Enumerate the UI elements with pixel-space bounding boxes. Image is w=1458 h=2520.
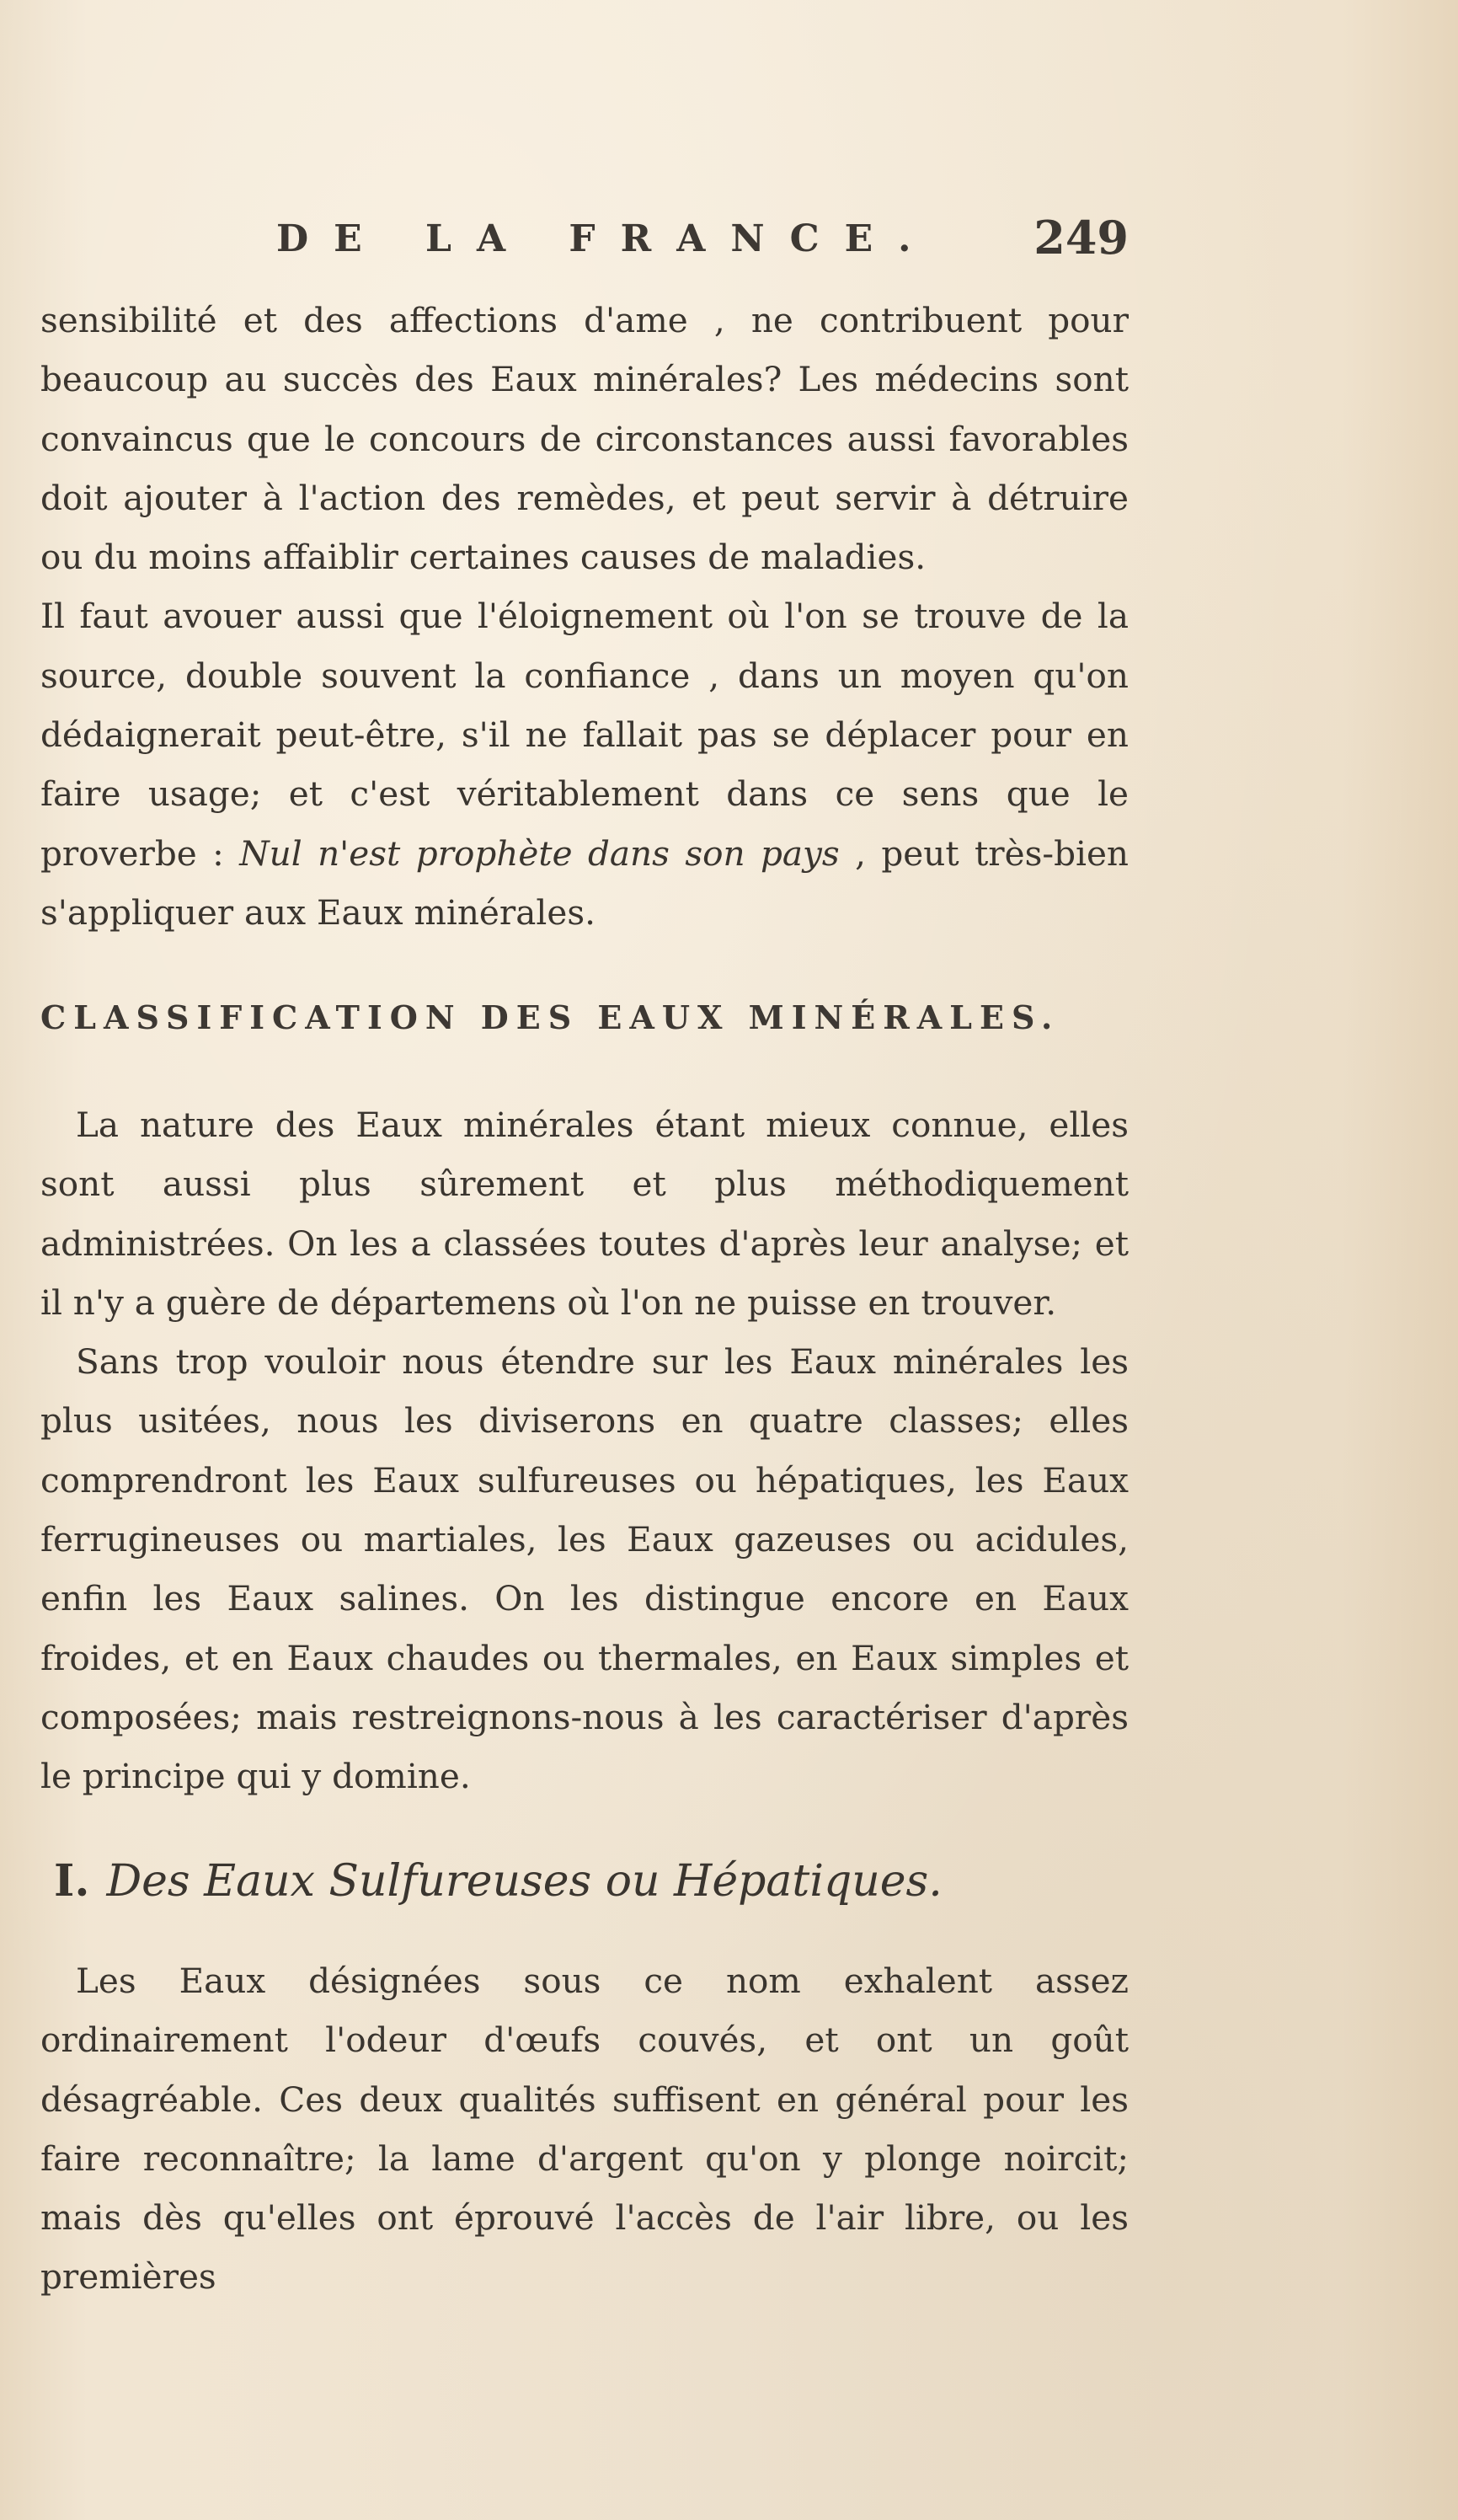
running-title: DE LA FRANCE.: [276, 217, 937, 260]
text-block-top: [40, 291, 1129, 942]
proverb-quote: Nul n'est prophète dans son pays: [239, 832, 840, 874]
paragraph-classes: Sans trop vouloir nous étendre sur les Eaux minérales les plus usitées, nous les diviserons en quatre classes; elles comprendront les Eaux sulfureuses ou hépatiques, les Eaux ferrugineuses ou martiales, les Eaux gazeuses ou acidules, enfin les Eaux salines. On les distingue encore en Eaux froides, et en Eaux chaudes ou thermales, en Eaux simples et composées; mais restreignons-nous à les caractériser d'après le principe qui y domine.: [40, 1341, 1129, 1797]
subsection-number: I.: [54, 1855, 90, 1907]
paragraph-proverb: [40, 586, 1129, 942]
section-heading: CLASSIFICATION DES EAUX MINÉRALES.: [40, 998, 1060, 1036]
proverb-tail-text: , peut très-bien s'appliquer aux Eaux minérales.: [40, 832, 1130, 933]
paragraph-nature: La nature des Eaux minérales étant mieux connue, elles sont aussi plus sûrement et plus méthodiquement administrées. On les a classées toutes d'après leur analyse; et il n'y a guère de départemens où l'on ne puisse en trouver.: [40, 1105, 1129, 1323]
paragraph-continued: sensibilité et des affections d'ame , ne contribuent pour beaucoup au succès des Eaux minérales? Les médecins sont convaincus que le concours de circonstances aussi favorables doit ajouter à l'action des remèdes, et peut servir à détruire ou du moins affaiblir certaines causes de maladies.: [40, 300, 1129, 578]
text-block-sulfureuses: [40, 1951, 1129, 2307]
proverb-lead-text: Il faut avouer aussi que l'éloignement où l'on se trouve de la source, double souvent la confiance , dans un moyen qu'on dédaignerait peut-être, s'il ne fallait pas se déplacer pour en faire usage; et c'est véritablement dans ce sens que le proverbe :: [40, 596, 1129, 874]
subsection-heading: [54, 1855, 943, 1907]
text-block-classification: [40, 1095, 1129, 1806]
subsection-title: Des Eaux Sulfureuses ou Hépatiques.: [106, 1856, 943, 1907]
running-header: [40, 211, 1129, 278]
page-number: 249: [1033, 211, 1129, 265]
paragraph-sulfureuses: Les Eaux désignées sous ce nom exhalent assez ordinairement l'odeur d'œufs couvés, et ont un goût désagréable. Ces deux qualités suffisent en général pour les faire reconnaître; la lame d'argent qu'on y plonge noircit; mais dès qu'elles ont éprouvé l'accès de l'air libre, ou les premières: [40, 1961, 1129, 2298]
